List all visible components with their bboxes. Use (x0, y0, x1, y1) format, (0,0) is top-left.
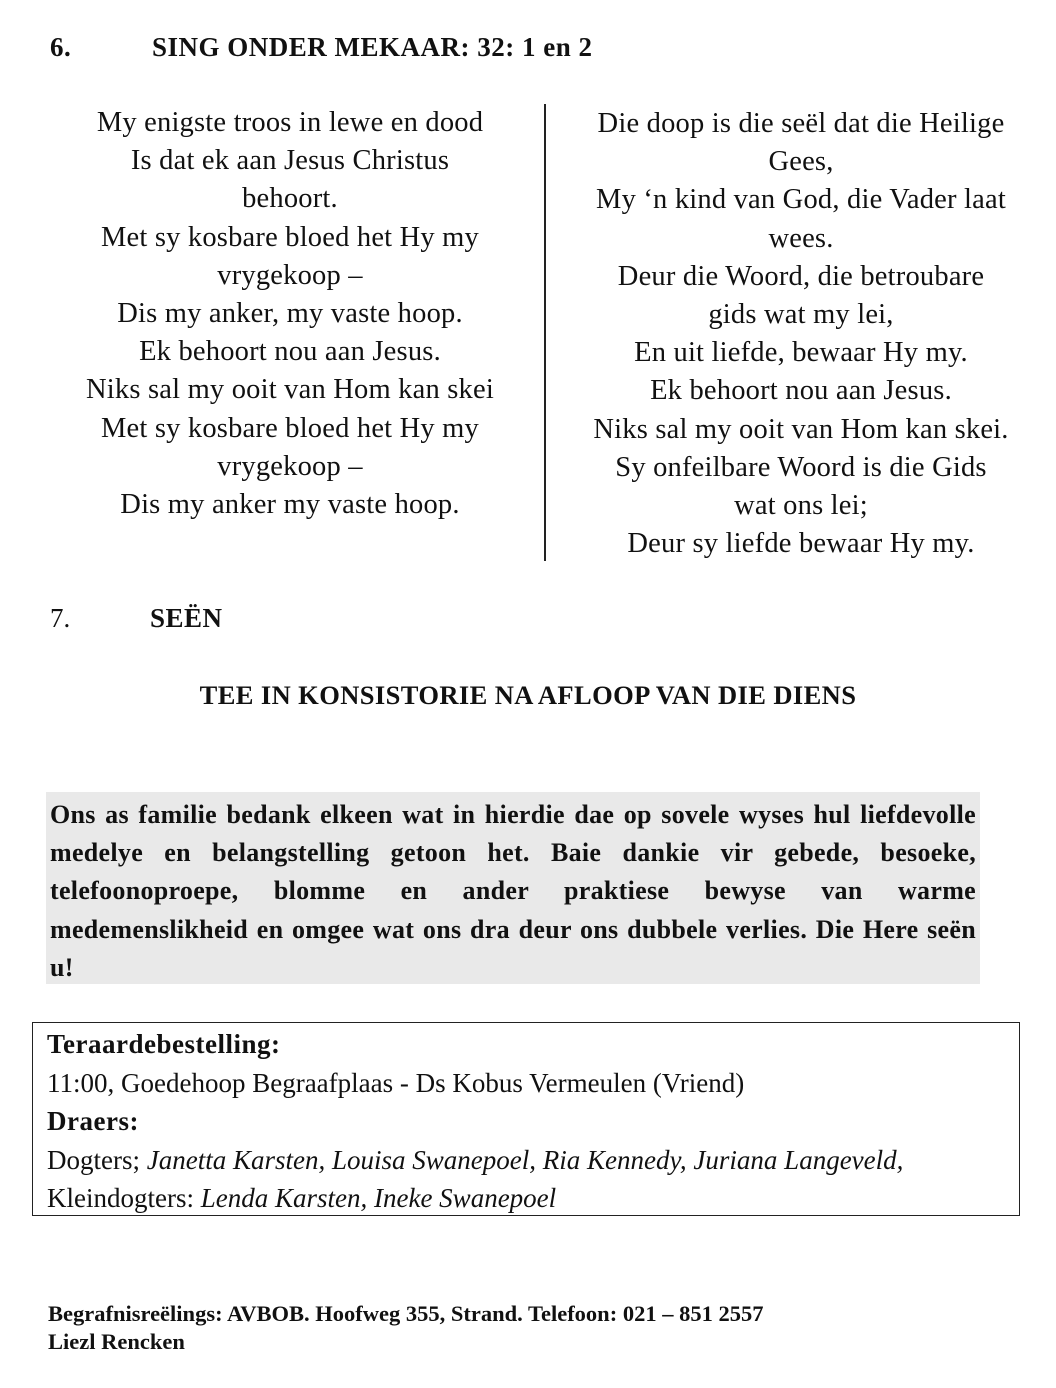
granddaughters-label: Kleindogters: (47, 1183, 194, 1213)
footer-line-1: Begrafnisreëlings: AVBOB. Hoofweg 355, Strand. Telefoon: 021 – 851 2557 (48, 1301, 764, 1326)
hymn-line: Is dat ek aan Jesus Christus (130, 145, 450, 177)
hymn-line: vrygekoop – (217, 450, 363, 482)
hymn-line: behoort. (242, 183, 338, 215)
hymn-line: Niks sal my ooit van Hom kan skei. (593, 413, 1009, 445)
daughters-names: Janetta Karsten, Louisa Swanepoel, Ria Kennedy, Juriana Langeveld, (146, 1144, 904, 1175)
hymn-line: Ek behoort nou aan Jesus. (650, 375, 952, 407)
burial-info-box (32, 1022, 1020, 1216)
hymn-line: Die doop is die seël dat die Heilige (597, 108, 1005, 139)
hymn-line: My ‘n kind van God, die Vader laat (596, 184, 1006, 216)
granddaughters-names: Lenda Karsten, Ineke Swanepoel (200, 1183, 557, 1213)
hymn-line: Met sy kosbare bloed het Hy my (100, 412, 480, 444)
hymn-line: wees. (768, 222, 834, 254)
section-7-title: SEËN (150, 603, 223, 633)
hymn-line: Dis my anker, my vaste hoop. (117, 298, 463, 330)
burial-label: Teraardebestelling: (47, 1029, 281, 1059)
hymn-line: My enigste troos in lewe en dood (96, 107, 484, 138)
hymn-line: wat ons lei; (734, 490, 868, 522)
section-6-title: SING ONDER MEKAAR: 32: 1 en 2 (152, 32, 593, 62)
hymn-line: Niks sal my ooit van Hom kan skei (86, 374, 494, 406)
burial-details: 11:00, Goedehoop Begraafplaas - Ds Kobus Vermeulen (Vriend) (47, 1067, 745, 1098)
hymn-line: Dis my anker my vaste hoop. (120, 489, 460, 521)
bearers-list (47, 1141, 1005, 1218)
hymn-verse-1 (40, 104, 540, 524)
hymn-line: gids wat my lei, (708, 299, 894, 331)
thanks-notice-box (46, 792, 980, 984)
hymn-line: vrygekoop – (217, 259, 363, 291)
hymn-line: En uit liefde, bewaar Hy my. (634, 337, 968, 369)
hymn-line: Ek behoort nou aan Jesus. (139, 336, 441, 368)
daughters-label: Dogters; (47, 1144, 140, 1175)
thanks-notice-text: Ons as familie bedank elkeen wat in hierdie dae op sovele wyses hul liefdevolle medelye en belangstelling getoon het. Baie dankie vir gebede, besoeke, telefoonoproepe, blomme en ander praktiese bewyse van warme medemenslikheid en omgee wat ons dra deur ons dubbele verlies. Die Here seën u! (50, 800, 976, 982)
bearers-label: Draers: (47, 1106, 139, 1136)
footer-line-2: Liezl Rencken (48, 1329, 185, 1354)
column-divider (544, 104, 546, 561)
section-6-number: 6. (50, 32, 72, 62)
funeral-arrangements-footer (48, 1300, 763, 1356)
hymn-line: Deur sy liefde bewaar Hy my. (627, 528, 975, 560)
hymn-verse-2 (548, 105, 1054, 563)
section-7-number: 7. (50, 603, 71, 633)
hymn-line: Gees, (768, 146, 834, 178)
tea-notice: TEE IN KONSISTORIE NA AFLOOP VAN DIE DIENS (199, 680, 857, 710)
hymn-line: Sy onfeilbare Woord is die Gids (615, 451, 987, 483)
hymn-line: Met sy kosbare bloed het Hy my (100, 221, 480, 253)
hymn-line: Deur die Woord, die betroubare (617, 260, 985, 292)
